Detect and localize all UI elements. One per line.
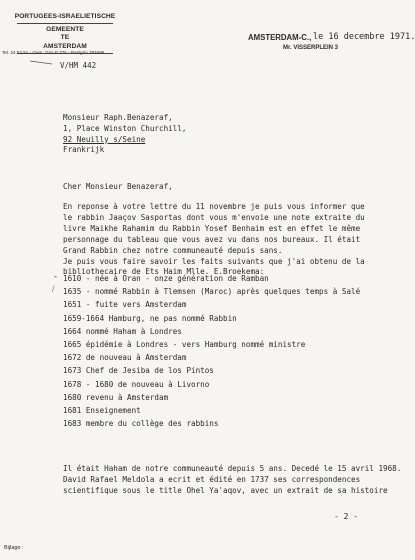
place-label: AMSTERDAM-C.,	[248, 33, 312, 42]
org-name-line3: TE	[60, 34, 70, 42]
org-name-line2: GEMEENTE	[46, 26, 84, 34]
biography-timeline	[63, 272, 360, 430]
street-address: Mr. VISSERPLEIN 3	[283, 45, 339, 51]
timeline-entry: 1665 épidémie à Londres - vers Hamburg nommé ministre	[63, 340, 306, 350]
timeline-entry: 1673 Chef de Jesiba de los Pintos	[63, 366, 214, 376]
address-line-street: 1, Place Winston Churchill,	[63, 123, 187, 133]
recipient-address	[63, 113, 186, 156]
paragraph-line: le rabbin Jaaçov Sasportas dont vous m'envoie une note extraite du	[63, 212, 365, 222]
paragraph-line: Je puis vous faire savoir les faits suivants que j'ai obtenu de la	[63, 256, 365, 266]
closing-line: scientifique sous le title Ohel Ya'aqov, avec un extrait de sa histoire	[63, 485, 388, 495]
paragraph-line: Grand Rabbin chez notre communeauté depuis sans.	[63, 245, 283, 255]
timeline-entry: 1672 de nouveau à Amsterdam	[63, 353, 187, 363]
timeline-entry: 1664 nommé Haham à Londres	[63, 326, 182, 336]
fold-mark-icon	[30, 60, 52, 66]
paragraph-line: En reponse à votre lettre du 11 novembre je puis vous informer que	[63, 202, 365, 211]
timeline-entry: 1610 - née à Oran - onze génération de Ramban	[63, 274, 269, 283]
address-line-name: Monsieur Raph.Benazeraf,	[63, 113, 173, 122]
timeline-entry: 1683 membre du collège des rabbins	[63, 419, 219, 429]
margin-tick-mark: /	[52, 284, 55, 294]
paragraph-line: personnage du tableau que vous avez vu dans nos bureaux. Il était	[63, 234, 361, 244]
timeline-entry: 1635 - nommé Rabbin à Tlemsen (Maroc) après quelques temps à Salé	[63, 287, 361, 297]
paragraph-line: livre Maikhe Rahamim du Rabbin Yosef Benhaim est en effet le même	[63, 223, 361, 233]
letter-date: le 16 decembre 1971.	[313, 32, 415, 42]
page-number: - 2 -	[334, 512, 359, 521]
org-name-line4: AMSTERDAM	[43, 42, 87, 50]
timeline-entry: 1659-1664 Hamburg, ne pas nommé Rabbin	[63, 313, 237, 323]
timeline-entry: 1680 revenu à Amsterdam	[63, 392, 169, 402]
margin-tick-mark: -	[54, 271, 57, 281]
org-name-line1: PORTUGEES-ISRAELIETISCHE	[14, 13, 116, 20]
reference-number: V/HM 442	[60, 61, 97, 70]
enclosure-label: Bijlage :	[4, 545, 24, 551]
closing-line: Il était Haham de notre communeauté depuis 5 ans. Decedé le 15 avril 1968.	[63, 464, 402, 473]
address-line-city: 92 Neuilly s/Seine	[63, 134, 146, 144]
letterhead-rule	[17, 23, 113, 24]
closing-line: David Rafael Meldola a ecrit et édité en 1737 ses correspondences	[63, 474, 361, 484]
letter-paragraph	[63, 202, 365, 278]
fold-mark	[30, 60, 52, 62]
timeline-entry: 1681 Enseignement	[63, 406, 141, 416]
address-line-country: Frankrijk	[63, 145, 105, 155]
paragraph-line: bibliothecaire de Ets Haim Mlle. E.Broekema:	[63, 267, 265, 277]
closing-paragraph	[63, 464, 401, 497]
contact-line: Tel. 24 53 51 - Gem. Giro P 375 - Postgiro 384696	[2, 50, 105, 55]
timeline-entry: 1651 - fuite vers Amsterdam	[63, 300, 187, 310]
timeline-entry: 1678 - 1680 de nouveau à Livorno	[63, 379, 210, 389]
salutation: Cher Monsieur Benazeraf,	[63, 182, 173, 191]
